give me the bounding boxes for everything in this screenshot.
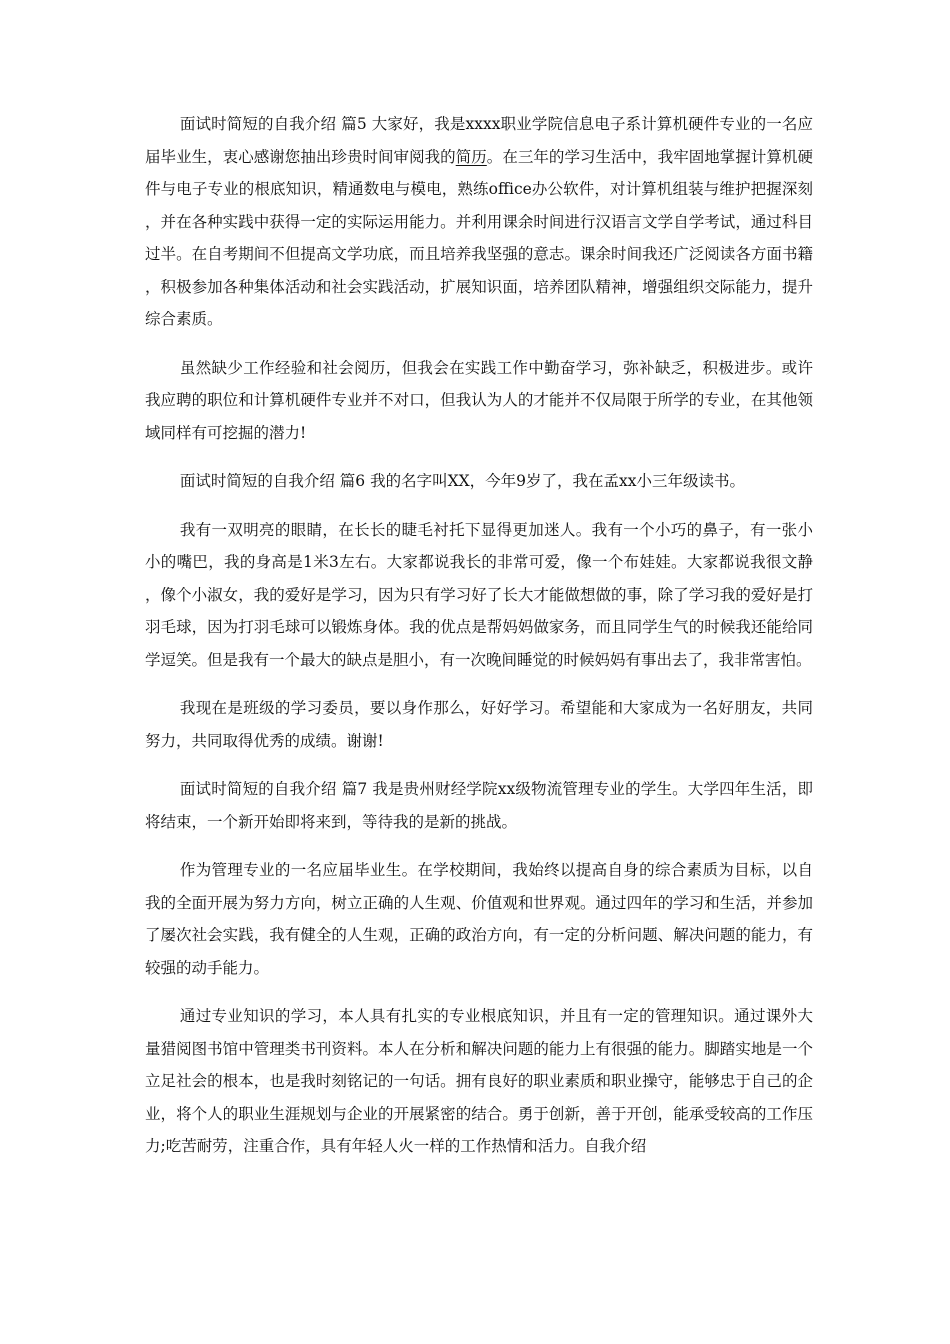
paragraph-5: 我现在是班级的学习委员，要以身作那么，好好学习。希望能和大家成为一名好朋友，共同努力，共同取得优秀的成绩。谢谢! bbox=[145, 699, 813, 750]
paragraph-1-text-start: 面试时简短的自我介绍 篇5 大家好，我是xxxx职业学院信息电子系计算机硬件专业的一名应届毕业生，衷心感谢您抽出珍贵时间审阅我的 bbox=[145, 115, 813, 166]
paragraph-8: 通过专业知识的学习，本人具有扎实的专业根底知识，并且有一定的管理知识。通过课外大量猎阅图书馆中管理类书刊资料。本人在分析和解决问题的能力上有很强的能力。脚踏实地是一个立足社会的根本，也是我时刻铭记的一句话。拥有良好的职业素质和职业操守，能够忠于自己的企业，将个人的职业生涯规划与企业的开展紧密的结合。勇于创新，善于开创，能承受较高的工作压力;吃苦耐劳，注重合作，具有年轻人火一样的工作热情和活力。自我介绍 bbox=[145, 1007, 813, 1155]
paragraph-7: 作为管理专业的一名应届毕业生。在学校期间，我始终以提高自身的综合素质为目标，以自我的全面开展为努力方向，树立正确的人生观、价值观和世界观。通过四年的学习和生活，并参加了屡次社会实践，我有健全的人生观，正确的政治方向，有一定的分析问题、解决问题的能力，有较强的动手能力。 bbox=[145, 861, 813, 977]
resume-link[interactable]: 简历 bbox=[455, 147, 487, 166]
document-page bbox=[145, 108, 813, 1179]
paragraph-2: 虽然缺少工作经验和社会阅历，但我会在实践工作中勤奋学习，弥补缺乏，积极进步。或许我应聘的职位和计算机硬件专业并不对口，但我认为人的才能并不仅局限于所学的专业，在其他领域同样有可挖掘的潜力! bbox=[145, 358, 813, 442]
paragraph-3: 面试时简短的自我介绍 篇6 我的名字叫XX，今年9岁了，我在孟xx小三年级读书。 bbox=[179, 472, 746, 490]
paragraph-6: 面试时简短的自我介绍 篇7 我是贵州财经学院xx级物流管理专业的学生。大学四年生活，即将结束，一个新开始即将来到，等待我的是新的挑战。 bbox=[145, 780, 813, 831]
paragraph-4: 我有一双明亮的眼睛，在长长的睫毛衬托下显得更加迷人。我有一个小巧的鼻子，有一张小小的嘴巴，我的身高是1米3左右。大家都说我长的非常可爱，像一个布娃娃。大家都说我很文静，像个小淑女，我的爱好是学习，因为只有学习好了长大才能做想做的事，除了学习我的爱好是打羽毛球，因为打羽毛球可以锻炼身体。我的优点是帮妈妈做家务，而且同学生气的时候我还能给同学逗笑。但是我有一个最大的缺点是胆小，有一次晚间睡觉的时候妈妈有事出去了，我非常害怕。 bbox=[145, 520, 813, 669]
paragraph-1-text-end: 。在三年的学习生活中，我牢固地掌握计算机硬件与电子专业的根底知识，精通数电与模电，熟练office办公软件，对计算机组装与维护把握深刻，并在各种实践中获得一定的实际运用能力。并利用课余时间进行汉语言文学自学考试，通过科目过半。在自考期间不但提高文学功底，而且培养我坚强的意志。课余时间我还广泛阅读各方面书籍，积极参加各种集体活动和社会实践活动，扩展知识面，培养团队精神，增强组织交际能力，提升综合素质。 bbox=[145, 147, 813, 328]
paragraph-1 bbox=[145, 108, 813, 336]
